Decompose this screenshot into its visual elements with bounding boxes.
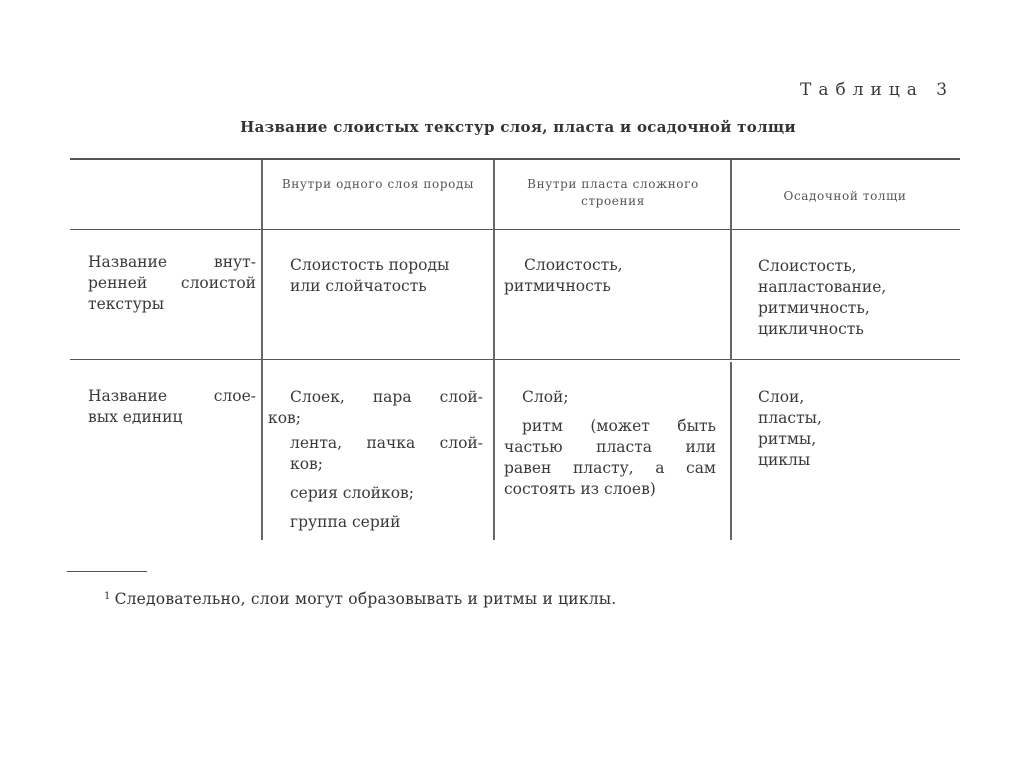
header-within-bed-text: Внутри пласта сложного строения — [527, 177, 699, 208]
column-divider-3 — [730, 160, 732, 360]
footnote-marker: 1 — [104, 591, 111, 602]
footnote-text: Следовательно, слои могут образовывать и ритмы и циклы. — [114, 590, 617, 608]
cell-line: или слойчатость — [290, 277, 427, 295]
row-label-units — [88, 386, 256, 428]
cell-line: пласты, — [758, 409, 822, 427]
footnote — [104, 590, 616, 608]
header-bottom-rule — [70, 229, 960, 230]
cell-line: Слоек, пара слой- — [290, 388, 483, 406]
header-within-layer-text: Внутри одного слоя породы — [281, 177, 475, 191]
cell-line: ритмы, — [758, 430, 817, 448]
cell-line: частью пласта или — [504, 438, 716, 456]
table-top-rule — [70, 158, 960, 160]
header-sedimentary-sequence-text: Осадочной толщи — [783, 189, 907, 203]
footnote-rule — [67, 571, 147, 572]
cell-line: Слоистость породы — [290, 256, 450, 274]
column-divider-2 — [493, 160, 495, 540]
cell-line: Слоистость, — [758, 257, 857, 275]
row-label-line: текстуры — [88, 295, 165, 313]
cell-line: ритмичность, — [758, 299, 870, 317]
cell-line: равен пласту, а сам — [504, 459, 716, 477]
cell-r2-layer — [268, 387, 483, 533]
cell-line: ков; — [268, 409, 301, 427]
table-title: Название слоистых текстур слоя, пласта и осадочной толщи — [240, 118, 796, 136]
column-divider-3-lower — [730, 362, 732, 540]
row-divider-rule — [70, 359, 960, 360]
cell-line: Слоистость, — [524, 256, 623, 274]
column-divider-1 — [261, 160, 263, 540]
cell-line: Слои, — [758, 388, 805, 406]
row-label-texture — [88, 252, 256, 315]
cell-line: группа серий — [290, 513, 401, 531]
cell-r2-bed — [504, 387, 716, 500]
header-within-bed — [500, 176, 726, 210]
cell-line: состоять из слоев) — [504, 480, 656, 498]
cell-r2-sequence — [758, 387, 958, 471]
cell-line: напластование, — [758, 278, 887, 296]
cell-line: ритмичность — [504, 277, 611, 295]
row-label-line: ренней слоистой — [88, 274, 256, 292]
header-within-layer — [278, 176, 478, 193]
cell-line: ритм (может быть — [522, 417, 716, 435]
cell-r1-bed — [504, 255, 719, 297]
row-label-line: Название слое- — [88, 387, 256, 405]
cell-line: Слой; — [522, 388, 569, 406]
cell-line: лента, пачка слой- — [290, 434, 483, 452]
cell-line: циклы — [758, 451, 811, 469]
table-label: Таблица 3 — [800, 80, 955, 100]
cell-line: серия слойков; — [290, 484, 414, 502]
cell-r1-sequence — [758, 256, 958, 340]
row-label-line: Название внут- — [88, 253, 256, 271]
row-label-line: вых единиц — [88, 408, 183, 426]
cell-line: цикличность — [758, 320, 864, 338]
cell-r1-layer — [290, 255, 485, 297]
cell-line: ков; — [290, 455, 323, 473]
header-sedimentary-sequence — [745, 188, 945, 205]
